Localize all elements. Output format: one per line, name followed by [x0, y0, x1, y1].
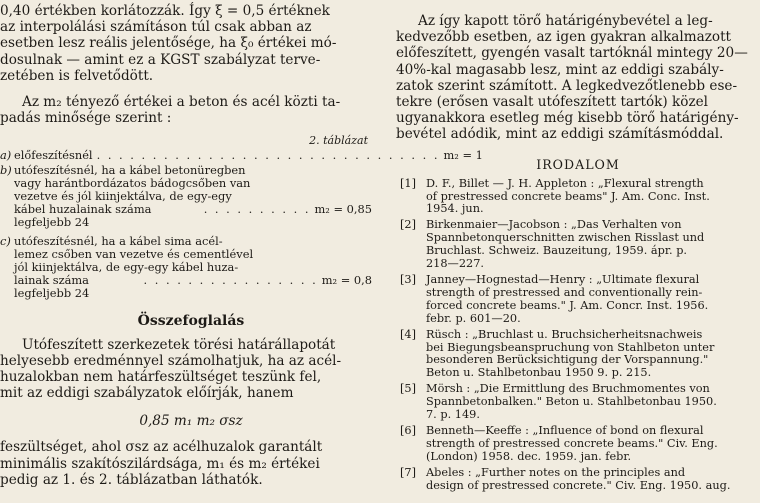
reference-text: Spannbetonquerschnitten zwischen Risslast und	[426, 231, 705, 245]
reference-text: bei Biegungsbeanspruchung von Stahlbeton unter	[426, 340, 715, 354]
item-text: kábel huzalainak száma legfeljebb 24	[14, 202, 152, 230]
reference-number: [5]	[400, 382, 417, 396]
table-item-a	[0, 148, 483, 163]
text-line: Az így kapott törő határigénybevétel a leg-	[418, 13, 713, 29]
text-line: 0,40 értékben korlátozzák. Így ξ = 0,5 értéknek	[0, 3, 330, 19]
reference-item	[396, 329, 760, 381]
item-text: lainak száma legfeljebb 24	[14, 273, 90, 301]
reference-text: Mörsh : „Die Ermittlung des Bruchmomentes von	[426, 382, 710, 396]
reference-number: [3]	[400, 272, 417, 286]
text-line: kedvezőbb esetben, az igen gyakran alkalmazott	[396, 29, 732, 46]
text-line: előfeszített, gyengén vasalt tartóknál mintegy 20—	[396, 45, 748, 62]
references-heading: IRODALOM	[536, 156, 620, 172]
reference-item	[396, 383, 760, 422]
reference-item	[396, 219, 760, 271]
intro-paragraph	[0, 3, 382, 84]
reference-text: design of prestressed concrete." Civ. Eng. 1950. aug.	[426, 478, 731, 492]
reference-text: D. F., Billet — J. H. Appleton : „Flexural strength	[426, 176, 704, 190]
item-text: vezetve és jól kiinjektálva, de egy-egy	[14, 189, 232, 204]
leader-dots: . . . . . . . . . .	[203, 202, 311, 217]
reference-item	[396, 274, 760, 326]
reference-text: besonderen Berücksichtigung der Vorspannung."	[426, 353, 709, 367]
reference-text: Abeles : „Further notes on the principles and	[426, 465, 686, 479]
reference-list	[396, 178, 760, 493]
reference-text: Beton u. Stahlbetonbau 1950 9. p. 215.	[426, 366, 652, 380]
reference-item	[396, 178, 760, 217]
text-line: az interpolálási számításon túl csak abban az	[0, 19, 312, 36]
item-value: m₂ = 0,8	[321, 273, 372, 288]
reference-number: [6]	[400, 423, 417, 437]
text-line: huzalokban nem határfeszültséget teszünk fel,	[0, 369, 322, 386]
item-text: utófeszítésnél, ha a kábel sima acél-	[14, 233, 223, 248]
text-line: padás minősége szerint :	[0, 110, 172, 127]
text-line: tekre (erősen vasalt utófeszített tartók) közel	[396, 94, 708, 111]
text-line: zetében is felvetődött.	[0, 67, 154, 84]
reference-text: Spannbetonbalken." Beton u. Stahlbetonbau 1950.	[426, 395, 717, 409]
summary-paragraph	[0, 337, 382, 402]
reference-text: strength of prestressed and conventionally rein-	[426, 285, 703, 299]
text-line: minimális szakítószilárdsága, m₁ és m₂ értékei	[0, 455, 320, 472]
text-line: pedig az 1. és 2. táblázatban láthatók.	[0, 471, 263, 488]
item-label: b)	[0, 162, 12, 177]
reference-text: 218—227.	[426, 257, 485, 271]
text-line: esetben lesz reális jelentősége, ha ξ₀ értékei mó-	[0, 35, 337, 52]
reference-text: Janney—Hognestad—Henry : „Ultimate flexural	[426, 272, 700, 286]
reference-text: Birkenmaier—Jacobson : „Das Verhalten von	[426, 218, 682, 232]
reference-number: [2]	[400, 218, 417, 232]
reference-text: of prestressed concrete beams" J. Am. Conc. Inst.	[426, 189, 710, 203]
text-line: dosulnak — amint ez a KGST szabályzat terve-	[0, 51, 321, 68]
text-line: Utófeszített szerkezetek törési határállapotát	[22, 336, 336, 353]
reference-number: [4]	[400, 327, 417, 341]
leader-dots: . . . . . . . . . . . . . . . . . . . . . . . . . . . . . . .	[96, 148, 440, 163]
reference-text: febr. p. 601—20.	[426, 311, 521, 325]
reference-text: Rüsch : „Bruchlast u. Bruchsicherheitsnachweis	[426, 327, 703, 341]
reference-text: 7. p. 149.	[426, 408, 480, 422]
leader-dots: . . . . . . . . . . . . . . . .	[143, 273, 318, 288]
item-label: c)	[0, 233, 11, 248]
text-line: bevétel adódik, mint az eddigi számításmóddal.	[396, 126, 724, 143]
item-text: utófeszítésnél, ha a kábel betonüregben	[14, 162, 246, 177]
reference-text: strength of prestressed concrete beams." Civ. Eng.	[426, 436, 718, 450]
text-line: helyesebb eredménnyel számolhatjuk, ha az acél-	[0, 352, 342, 369]
right-column	[396, 0, 760, 495]
reference-item	[396, 425, 760, 464]
text-line: 40%-kal magasabb lesz, mint az eddigi szabály-	[396, 61, 724, 78]
reference-text: 1954. jun.	[426, 202, 484, 216]
table-item-c	[0, 235, 382, 301]
formula: 0,85 m₁ m₂ σsz	[139, 413, 243, 430]
text-line: mit az eddigi szabályzatok előírják, hanem	[0, 385, 294, 402]
item-value: m₂ = 1	[443, 148, 483, 163]
text-line: ugyanakkora esetleg még kisebb törő határigény-	[396, 110, 739, 127]
reference-item	[396, 467, 760, 493]
text-line: Az m₂ tényező értékei a beton és acél közti ta-	[22, 94, 341, 111]
reference-text: Bruchlast. Schweiz. Bauzeitung, 1959. ápr. p.	[426, 244, 688, 258]
item-text: lemez csőben van vezetve és cementlével	[14, 246, 254, 261]
table-caption: 2. táblázat	[309, 134, 368, 148]
reference-number: [7]	[400, 465, 417, 479]
text-line: zatok szerint számított. A legkedvezőtlenebb ese-	[396, 77, 738, 94]
table-item-b	[0, 164, 382, 230]
reference-number: [1]	[400, 176, 417, 190]
reference-text: Benneth—Keeffe : „Influence of bond on flexural	[426, 423, 704, 437]
item-text: jól kiinjektálva, de egy-egy kábel huza-	[14, 260, 239, 275]
after-formula-paragraph	[0, 439, 382, 488]
m2-paragraph	[0, 94, 382, 126]
item-label: a)	[0, 148, 12, 163]
item-text: előfeszítésnél	[14, 148, 93, 163]
item-value: m₂ = 0,85	[314, 202, 372, 217]
reference-text: forced concrete beams." J. Am. Concr. Inst. 1956.	[426, 298, 709, 312]
result-paragraph	[396, 13, 760, 143]
item-text: vagy harántbordázatos bádogcsőben van	[14, 175, 251, 190]
section-heading: Összefoglalás	[137, 312, 245, 329]
text-line: feszültséget, ahol σsz az acélhuzalok garantált	[0, 439, 323, 456]
reference-text: (London) 1958. dec. 1959. jan. febr.	[426, 449, 632, 463]
